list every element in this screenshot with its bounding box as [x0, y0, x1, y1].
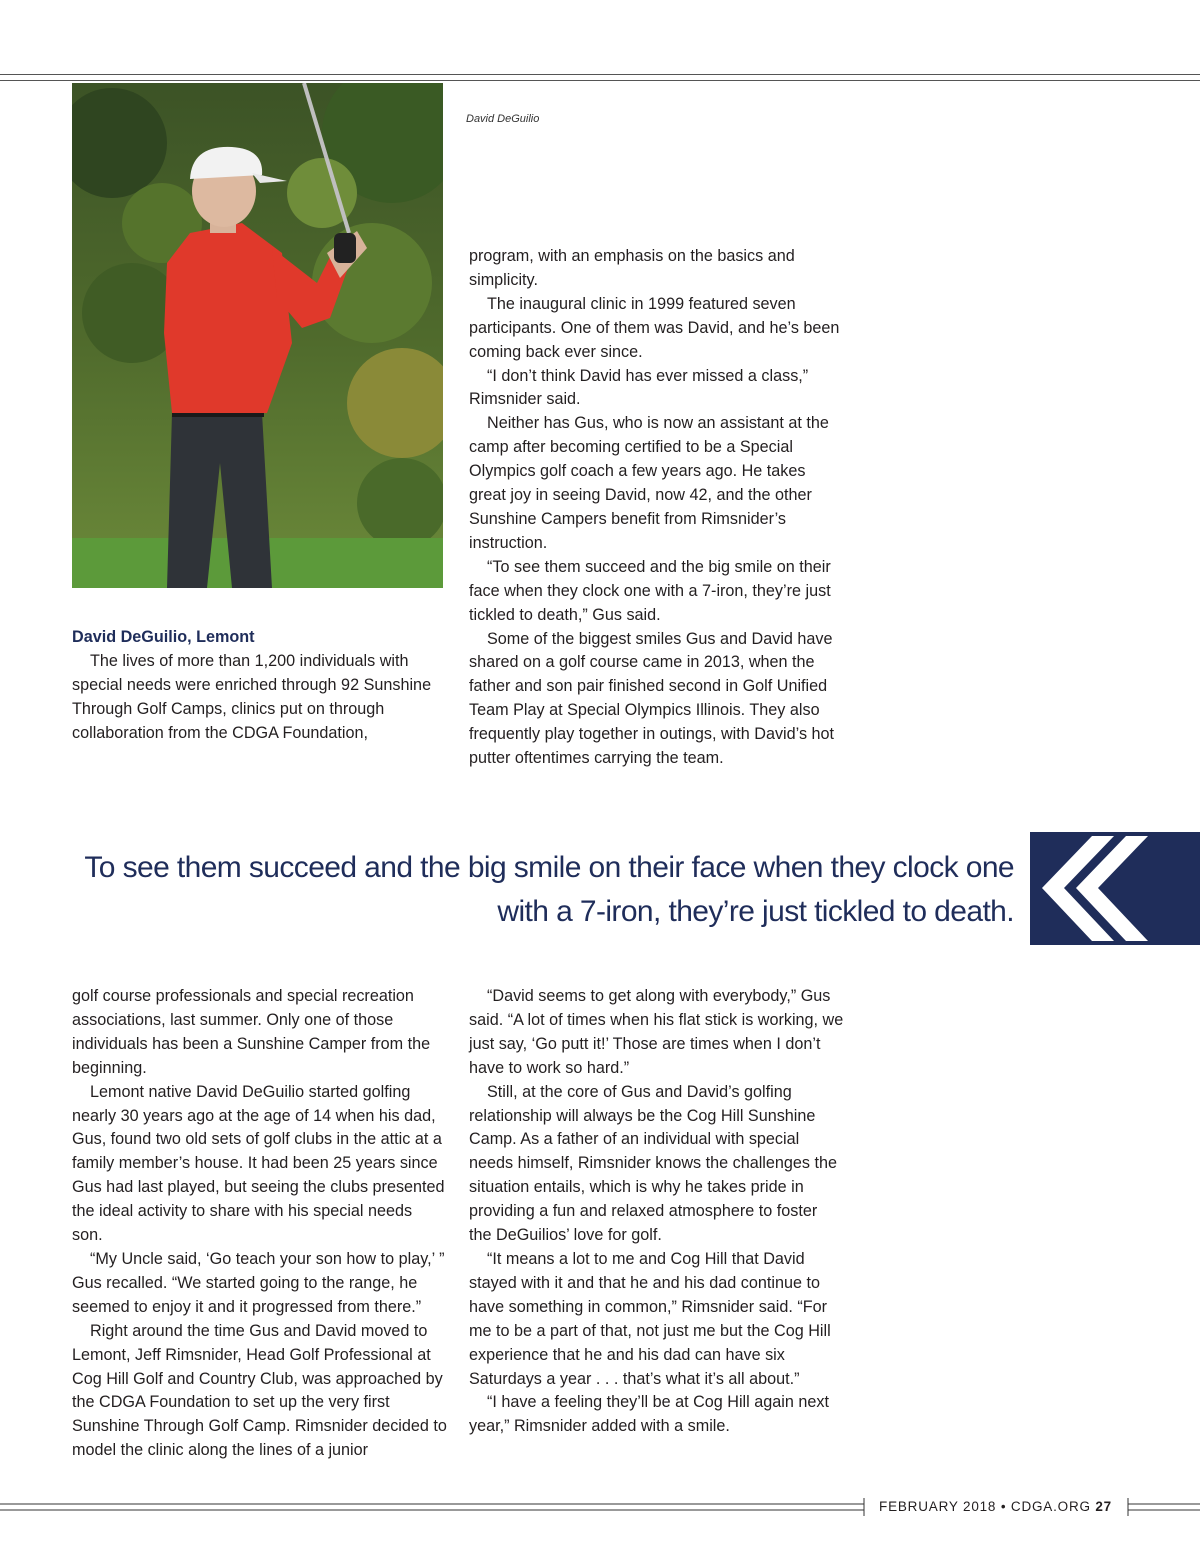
footer-site: CDGA.ORG — [1010, 1499, 1091, 1514]
quote-chevron-block — [1030, 832, 1200, 945]
paragraph: “My Uncle said, ‘Go teach your son how to play,’ ” Gus recalled. “We started going to the range, he seemed to enjoy it and it progressed from there.” — [72, 1249, 445, 1316]
footer-separator: • — [1000, 1499, 1007, 1514]
article-byline: David DeGuilio, Lemont — [72, 628, 255, 646]
photo-credit: David DeGuilio — [466, 113, 540, 125]
paragraph: “I have a feeling they’ll be at Cog Hill again next year,” Rimsnider added with a smile. — [469, 1393, 829, 1436]
paragraph: Right around the time Gus and David moved to Lemont, Jeff Rimsnider, Head Golf Professional at Cog Hill Golf and Country Club, was approached by the CDGA Foundation to set up the very first Sunshine Through Golf Camp. Rimsnider decided to model the clinic along the lines of a junior — [72, 1321, 447, 1460]
paragraph: program, with an emphasis on the basics and simplicity. — [469, 247, 795, 289]
double-chevron-icon — [1030, 832, 1200, 945]
pull-quote — [54, 846, 1014, 934]
paragraph: The lives of more than 1,200 individuals with special needs were enriched through 92 Sunshine Through Golf Camps, clinics put on through collaboration from the CDGA Foundation, — [72, 651, 432, 742]
paragraph: “I don’t think David has ever missed a class,” Rimsnider said. — [469, 366, 809, 409]
header-rule-bottom — [0, 80, 1200, 81]
footer-issue: FEBRUARY 2018 — [879, 1499, 997, 1514]
left-column-top — [72, 626, 447, 746]
paragraph: The inaugural clinic in 1999 featured seven participants. One of them was David, and he’s been coming back ever since. — [469, 294, 840, 361]
paragraph: Neither has Gus, who is now an assistant at the camp after becoming certified to be a Special Olympics golf coach a few years ago. He takes great joy in seeing David, now 42, and the other Sunshine Campers benefit from Rimsnider’s instruction. — [469, 414, 829, 552]
paragraph: Lemont native David DeGuilio started golfing nearly 30 years ago at the age of 14 when his dad, Gus, found two old sets of golf clubs in the attic at a family member’s house. It had been 25 years since Gus had last played, but seeing the clubs presented the ideal activity to share with his special needs son. — [72, 1082, 445, 1245]
golfer-photo-icon — [72, 83, 443, 588]
golfer-photo — [72, 83, 443, 588]
paragraph: golf course professionals and special recreation associations, last summer. Only one of those individuals has been a Sunshine Camper from the beginning. — [72, 987, 431, 1077]
right-column-top — [469, 245, 844, 771]
paragraph: “To see them succeed and the big smile on their face when they clock one with a 7-iron, they’re just tickled to death,” Gus said. — [469, 557, 831, 624]
paragraph: Still, at the core of Gus and David’s golfing relationship will always be the Cog Hill Sunshine Camp. As a father of an individual with special needs himself, Rimsnider knows the challenges the situation entails, which is why he takes pride in providing a fun and relaxed atmosphere to foster the DeGuilios’ love for golf. — [469, 1082, 838, 1245]
page-footer — [879, 1499, 1112, 1514]
paragraph: Some of the biggest smiles Gus and David have shared on a golf course came in 2013, when the father and son pair finished second in Golf Unified Team Play at Special Olympics Illinois. They also frequently play together in outings, with David’s hot putter oftentimes carrying the team. — [469, 629, 835, 768]
paragraph: “David seems to get along with everybody,” Gus said. “A lot of times when his flat stick is working, we just say, ‘Go putt it!’ Those are times when I don’t have to work so hard.” — [469, 987, 844, 1077]
pull-quote-line-2: with a 7-iron, they’re just tickled to death. — [497, 895, 1014, 928]
page-number: 27 — [1095, 1499, 1112, 1514]
left-column-bottom — [72, 985, 447, 1463]
pull-quote-line-1: To see them succeed and the big smile on their face when they clock one — [84, 851, 1014, 884]
right-column-bottom — [469, 985, 844, 1439]
paragraph: “It means a lot to me and Cog Hill that David stayed with it and that he and his dad continue to have something in common,” Rimsnider said. “For me to be a part of that, not just me but the Cog Hill experience that he and his dad can have six Saturdays a year . . . that’s what it’s all about.” — [469, 1249, 831, 1388]
header-rule-top — [0, 74, 1200, 75]
